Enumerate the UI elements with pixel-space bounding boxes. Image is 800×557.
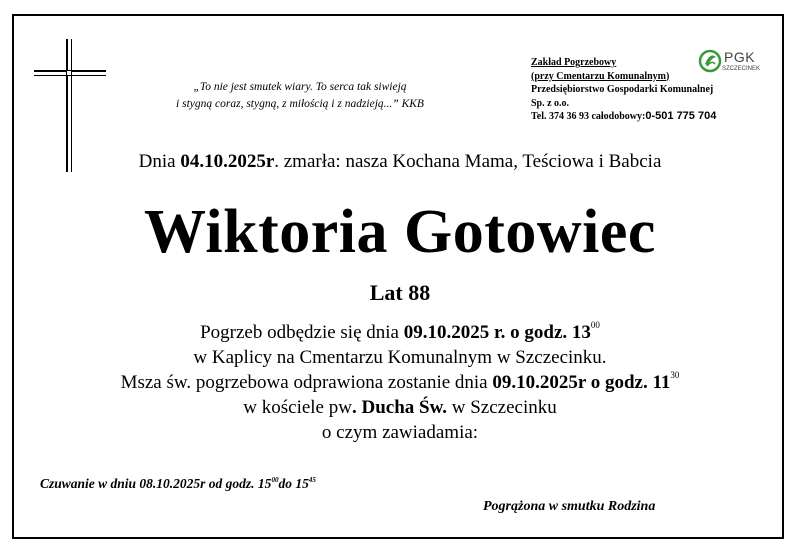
quote-line-1: „To nie jest smutek wiary. To serca tak siwieją xyxy=(193,81,407,93)
family-signature: Pogrążona w smutku Rodzina xyxy=(483,499,656,514)
funeral-line-3: Msza św. pogrzebowa odprawiona zostanie dnia 09.10.2025r o godz. $11^{30}$ xyxy=(120,370,680,393)
wake-info: Czuwanie w dniu 08.10.2025r od godz. $15^{00}do$ $15^{45}$ xyxy=(40,475,316,491)
company-line-4: Sp. z o.o. xyxy=(531,97,570,109)
funeral-line-4: w kościele pw. Ducha Św. w Szczecinku xyxy=(243,397,557,418)
funeral-details xyxy=(0,320,800,445)
funeral-line-1: Pogrzeb odbędzie się dnia 09.10.2025 r. o godz. $13^{00}$ xyxy=(200,320,600,343)
mobile-number: 0-501 775 704 xyxy=(645,110,717,122)
poem-quote xyxy=(150,79,450,113)
company-line-3: Przedsiębiorstwo Gospodarki Komunalnej xyxy=(531,84,714,95)
deceased-name: Wiktoria Gotowiec xyxy=(144,198,656,266)
company-phone: Tel. 374 36 93 całodobowy:0-501 775 704 xyxy=(531,110,717,122)
company-line-2: (przy Cmentarzu Komunalnym) xyxy=(531,70,670,82)
company-line-1: Zakład Pogrzebowy xyxy=(531,57,617,68)
logo-text: PGK xyxy=(724,49,756,65)
quote-line-2: i stygną coraz, stygną, z miłością i z nadzieją...” KKB xyxy=(176,98,424,110)
death-date: 04.10.2025r xyxy=(180,151,275,172)
funeral-line-2: w Kaplicy na Cmentarzu Komunalnym w Szczecinku. xyxy=(193,347,607,368)
funeral-line-5: o czym zawiadamia: xyxy=(321,422,479,443)
deceased-age: Lat 88 xyxy=(369,280,431,305)
logo-subtext: SZCZECINEK xyxy=(722,66,761,72)
death-announcement: Dnia 04.10.2025r. zmarła: nasza Kochana Mama, Teściowa i Babcia xyxy=(138,151,662,172)
